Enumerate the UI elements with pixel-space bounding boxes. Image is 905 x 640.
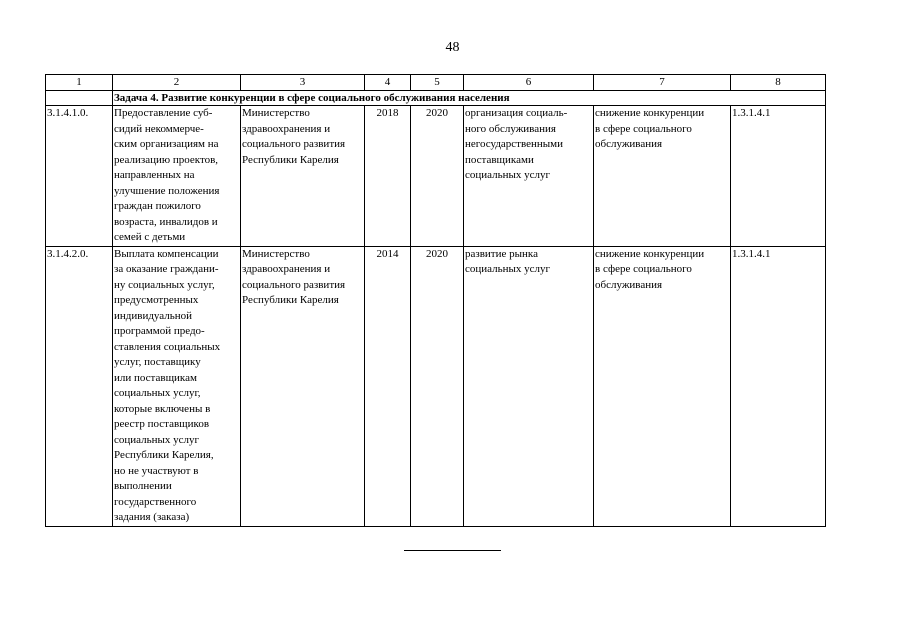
column-header: 6 — [464, 75, 594, 91]
measure-executor: Министерство здравоохранения и социального развития Республики Карелия — [241, 246, 365, 526]
task-heading-empty-cell — [46, 91, 113, 106]
task-heading: Задача 4. Развитие конкуренции в сфере социального обслуживания населения — [113, 91, 826, 106]
column-header: 7 — [594, 75, 731, 91]
year-end: 2020 — [411, 106, 464, 247]
column-header: 8 — [731, 75, 826, 91]
measure-code: 3.1.4.1.0. — [46, 106, 113, 247]
non-implementation-consequence: снижение конкуренции в сфере социального обслуживания — [594, 106, 731, 247]
measure-executor: Министерство здравоохранения и социального развития Республики Карелия — [241, 106, 365, 247]
year-start: 2018 — [365, 106, 411, 247]
year-start: 2014 — [365, 246, 411, 526]
column-header: 2 — [113, 75, 241, 91]
column-header: 1 — [46, 75, 113, 91]
year-end: 2020 — [411, 246, 464, 526]
measure-code: 3.1.4.2.0. — [46, 246, 113, 526]
column-header: 5 — [411, 75, 464, 91]
expected-result: развитие рынка социальных услуг — [464, 246, 594, 526]
column-header: 3 — [241, 75, 365, 91]
indicator-link: 1.3.1.4.1 — [731, 246, 826, 526]
measure-name: Выплата компенсации за оказание граждани- ну социальных услуг, предусмотренных индивидуальной программой предо- ставления социальных услуг, поставщику или поставщикам социальных услуг, которые включены в реестр поставщиков социальных услуг Республики Карелия, но не участвуют в выполнении государственного задания (заказа) — [113, 246, 241, 526]
column-header: 4 — [365, 75, 411, 91]
footnote-separator-line — [404, 550, 501, 551]
indicator-link: 1.3.1.4.1 — [731, 106, 826, 247]
table-row — [46, 246, 826, 526]
measures-table — [45, 74, 826, 527]
non-implementation-consequence: снижение конкуренции в сфере социального обслуживания — [594, 246, 731, 526]
table-row — [46, 106, 826, 247]
measure-name: Предоставление суб- сидий некоммерче- ским организациям на реализацию проектов, направленных на улучшение положения граждан пожилого возраста, инвалидов и семей с детьми — [113, 106, 241, 247]
task-heading-row — [46, 91, 826, 106]
header-row — [46, 75, 826, 91]
expected-result: организация социаль- ного обслуживания негосударственными поставщиками социальных услуг — [464, 106, 594, 247]
page-number: 48 — [445, 40, 460, 55]
